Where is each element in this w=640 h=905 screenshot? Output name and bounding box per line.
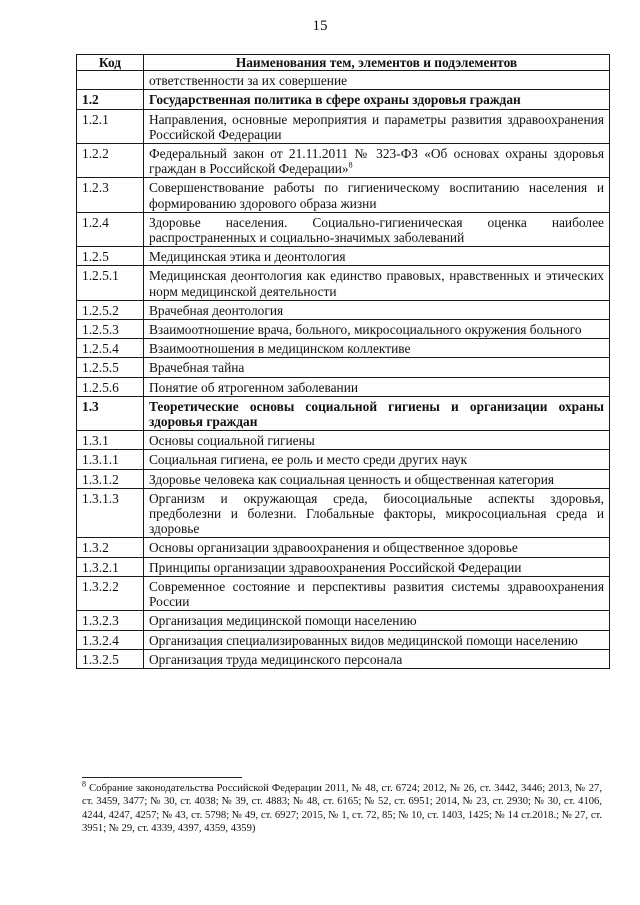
table-header-row bbox=[77, 55, 610, 71]
table-row bbox=[77, 178, 610, 212]
row-code bbox=[77, 71, 144, 90]
row-code: 1.2.5.6 bbox=[77, 377, 144, 396]
table-row bbox=[77, 469, 610, 488]
table-row bbox=[77, 109, 610, 143]
footnote-marker: 8 bbox=[82, 779, 86, 789]
row-text bbox=[144, 212, 610, 246]
table-row bbox=[77, 538, 610, 557]
table-row bbox=[77, 488, 610, 538]
table-row bbox=[77, 630, 610, 649]
table-row bbox=[77, 247, 610, 266]
table-row bbox=[77, 339, 610, 358]
row-text-content: Здоровье населения. Социально-гигиеническая оценка наиболее распространенных и социально-значимых заболеваний bbox=[149, 214, 604, 246]
row-text bbox=[144, 630, 610, 649]
row-text bbox=[144, 538, 610, 557]
row-code: 1.2.2 bbox=[77, 144, 144, 178]
row-code: 1.2.1 bbox=[77, 109, 144, 143]
row-text bbox=[144, 358, 610, 377]
table-row bbox=[77, 649, 610, 668]
row-text-content: Современное состояние и перспективы развития системы здравоохранения России bbox=[149, 578, 604, 610]
table-row bbox=[77, 377, 610, 396]
row-text bbox=[144, 320, 610, 339]
footnote-ref: 8 bbox=[348, 160, 353, 170]
row-text bbox=[144, 109, 610, 143]
row-text bbox=[144, 247, 610, 266]
topics-table bbox=[76, 54, 610, 669]
row-text-content: Федеральный закон от 21.11.2011 № 323-ФЗ «Об основах охраны здоровья граждан в Российской Федерации» bbox=[149, 146, 604, 177]
row-text-content: Организация медицинской помощи населению bbox=[149, 613, 417, 629]
row-code: 1.2 bbox=[77, 90, 144, 109]
row-text-content: Государственная политика в сфере охраны здоровья граждан bbox=[149, 92, 521, 108]
row-text bbox=[144, 469, 610, 488]
row-code: 1.2.5.5 bbox=[77, 358, 144, 377]
table-row bbox=[77, 431, 610, 450]
table-row bbox=[77, 358, 610, 377]
row-text bbox=[144, 339, 610, 358]
table-row bbox=[77, 576, 610, 610]
table-body bbox=[77, 71, 610, 669]
row-text bbox=[144, 557, 610, 576]
row-code: 1.3 bbox=[77, 396, 144, 430]
footnote-text: Собрание законодательства Российской Федерации 2011, № 48, ст. 6724; 2012, № 26, ст. 3442, 3446; 2013, № 27, ст. 3459, 3477; № 30, ст. 4038; № 39, ст. 4883; № 48, ст. 6165; № 52, ст. 6951; 2014, № 23, ст. 2930; № 30, ст. 4106, 4244, 4247, 4257; № 43, ст. 5798; № 49, ст. 6927; 2015, № 1, ст. 72, 85; № 10, ст. 1403, 1425; № 14 ст.2018.; № 27, ст. 3951; № 29, ст. 4339, 4397, 4359, 4359) bbox=[82, 783, 602, 834]
row-text-content: Основы организации здравоохранения и общественное здоровье bbox=[149, 540, 518, 556]
row-text-content: Врачебная деонтология bbox=[149, 302, 284, 318]
row-text-content: Основы социальной гигиены bbox=[149, 433, 315, 449]
row-text-content: Принципы организации здравоохранения Российской Федерации bbox=[149, 559, 522, 575]
table-row bbox=[77, 266, 610, 300]
table-row bbox=[77, 144, 610, 178]
row-code: 1.3.2.2 bbox=[77, 576, 144, 610]
row-code: 1.2.5.3 bbox=[77, 320, 144, 339]
row-text bbox=[144, 178, 610, 212]
table-row bbox=[77, 320, 610, 339]
row-code: 1.3.1.2 bbox=[77, 469, 144, 488]
row-code: 1.2.5.4 bbox=[77, 339, 144, 358]
row-text bbox=[144, 144, 610, 178]
row-text bbox=[144, 488, 610, 538]
table-row bbox=[77, 71, 610, 90]
row-text bbox=[144, 71, 610, 90]
row-text-content: Социальная гигиена, ее роль и место среди других наук bbox=[149, 452, 468, 468]
footnote bbox=[82, 779, 602, 835]
row-text-content: Медицинская деонтология как единство правовых, нравственных и этических норм медицинской деятельности bbox=[149, 268, 604, 299]
row-text-content: Здоровье человека как социальная ценность и общественная категория bbox=[149, 471, 555, 487]
row-code: 1.3.1.1 bbox=[77, 450, 144, 469]
footnote-divider bbox=[82, 777, 242, 778]
row-text bbox=[144, 431, 610, 450]
row-code: 1.3.2.4 bbox=[77, 630, 144, 649]
row-text bbox=[144, 90, 610, 109]
row-text bbox=[144, 300, 610, 319]
row-code: 1.3.2 bbox=[77, 538, 144, 557]
row-code: 1.2.5.2 bbox=[77, 300, 144, 319]
row-code: 1.3.2.1 bbox=[77, 557, 144, 576]
table-row bbox=[77, 557, 610, 576]
row-text-content: Организация специализированных видов медицинской помощи населению bbox=[149, 632, 578, 648]
row-text bbox=[144, 576, 610, 610]
row-code: 1.2.4 bbox=[77, 212, 144, 246]
table-row bbox=[77, 396, 610, 430]
row-text bbox=[144, 396, 610, 430]
table-row bbox=[77, 611, 610, 630]
row-text-content: Организация труда медицинского персонала bbox=[149, 651, 403, 667]
table-row bbox=[77, 212, 610, 246]
row-text-content: Организм и окружающая среда, биосоциальные аспекты здоровья, предболезни и болезни. Глобальные факторы, микросоциальная среда и здоровье bbox=[149, 490, 604, 537]
row-text bbox=[144, 611, 610, 630]
row-text bbox=[144, 450, 610, 469]
row-code: 1.3.2.3 bbox=[77, 611, 144, 630]
row-text-content: Понятие об ятрогенном заболевании bbox=[149, 379, 359, 395]
row-text-content: Взаимоотношение врача, больного, микросоциального окружения больного bbox=[149, 322, 582, 338]
row-code: 1.2.5 bbox=[77, 247, 144, 266]
row-code: 1.2.3 bbox=[77, 178, 144, 212]
page-number: 15 bbox=[312, 18, 328, 34]
row-text-content: Теоретические основы социальной гигиены и организации охраны здоровья граждан bbox=[149, 398, 604, 430]
row-text-content: Взаимоотношения в медицинском коллективе bbox=[149, 341, 411, 357]
row-text bbox=[144, 266, 610, 300]
row-code: 1.2.5.1 bbox=[77, 266, 144, 300]
row-text-content: Врачебная тайна bbox=[149, 360, 245, 376]
table-row bbox=[77, 450, 610, 469]
header-code: Код bbox=[77, 55, 144, 71]
row-code: 1.3.2.5 bbox=[77, 649, 144, 668]
header-name: Наименования тем, элементов и подэлементов bbox=[144, 55, 610, 71]
row-text-content: Направления, основные мероприятия и параметры развития здравоохранения Российской Федерации bbox=[149, 111, 604, 142]
row-code: 1.3.1.3 bbox=[77, 488, 144, 538]
row-text bbox=[144, 377, 610, 396]
row-text-content: ответственности за их совершение bbox=[149, 73, 348, 89]
table-row bbox=[77, 90, 610, 109]
row-text-content: Совершенствование работы по гигиеническому воспитанию населения и формированию здорового образа жизни bbox=[149, 180, 604, 211]
table-row bbox=[77, 300, 610, 319]
row-text-content: Медицинская этика и деонтология bbox=[149, 249, 346, 265]
row-code: 1.3.1 bbox=[77, 431, 144, 450]
row-text bbox=[144, 649, 610, 668]
